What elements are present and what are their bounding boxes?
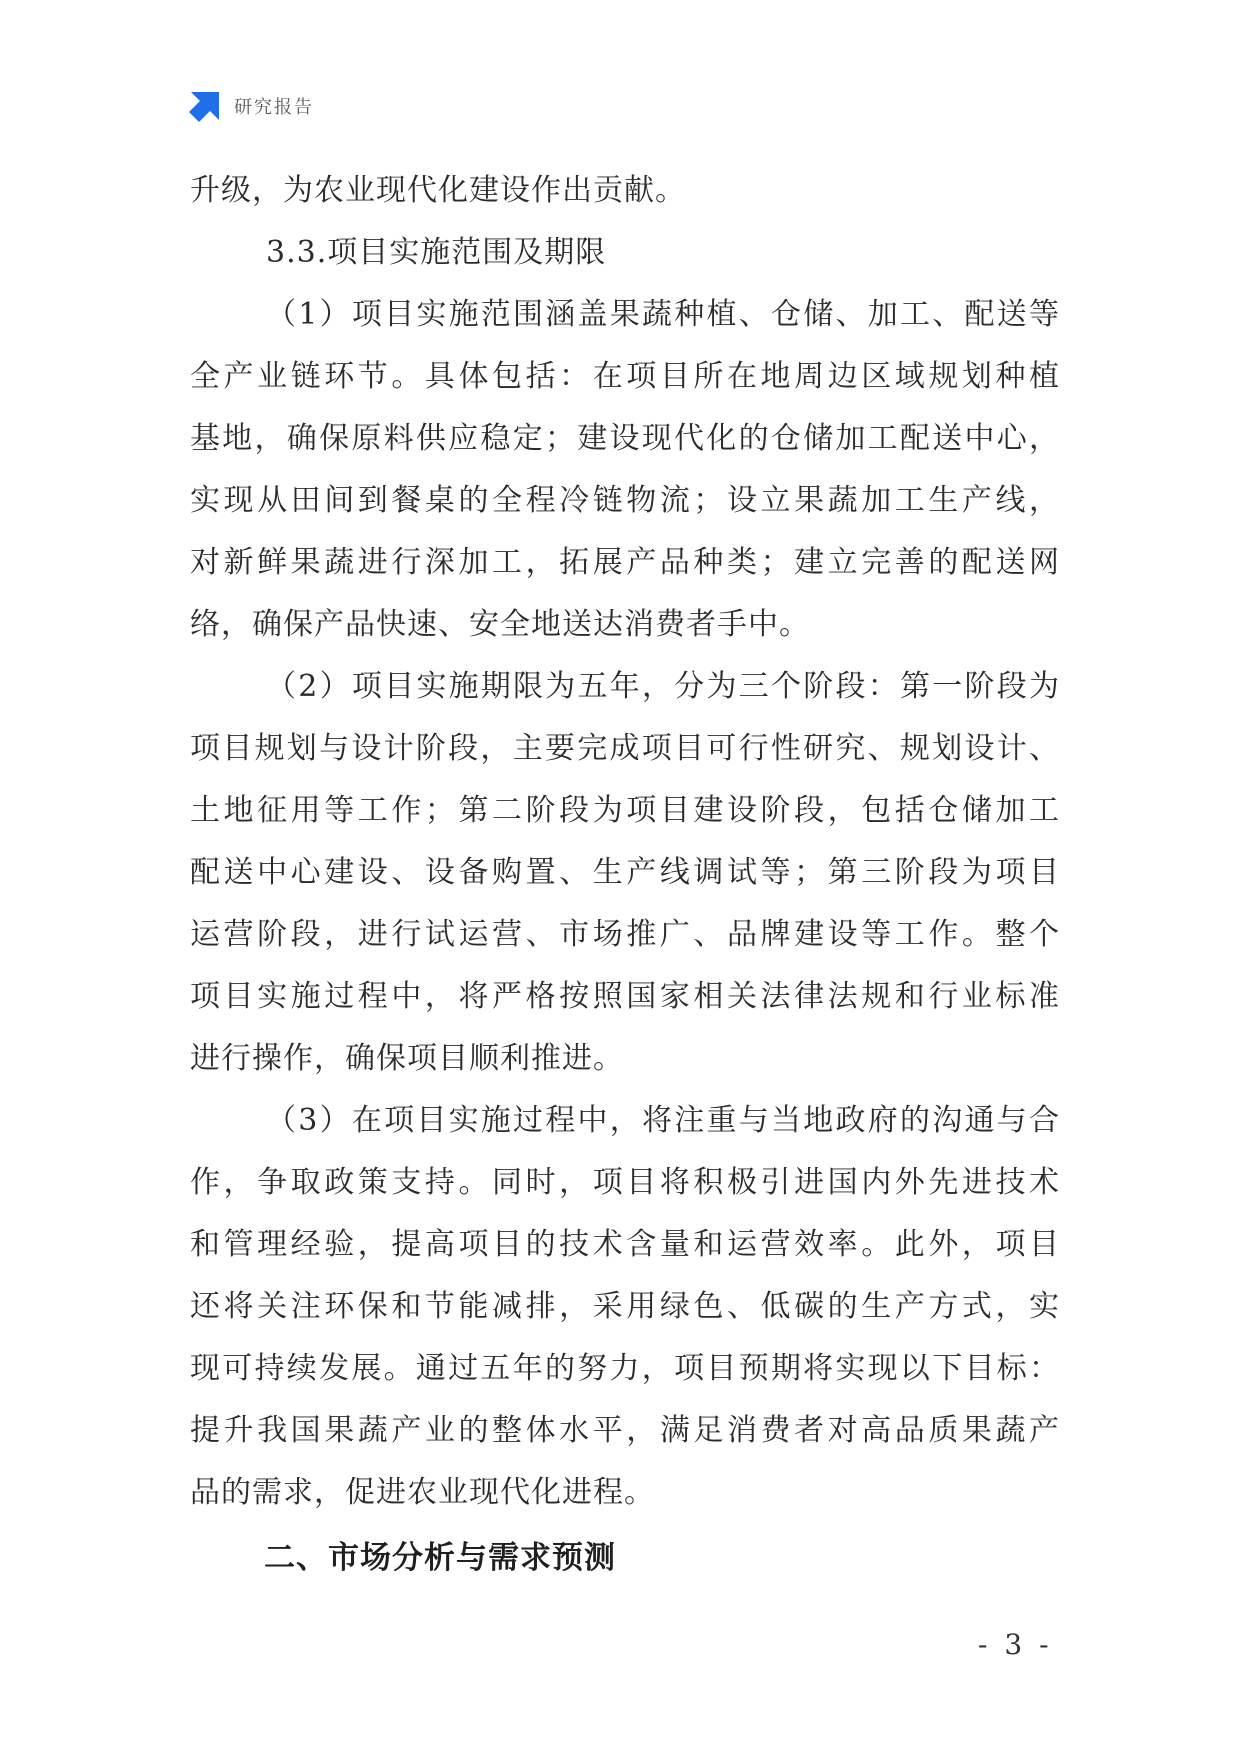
paragraph-line: （3）在项目实施过程中，将注重与当地政府的沟通与合 (266, 1103, 1060, 1138)
paragraph-line: 还将关注环保和节能减排，采用绿色、低碳的生产方式，实 (190, 1289, 1060, 1324)
paragraph-line: 实现从田间到餐桌的全程冷链物流；设立果蔬加工生产线， (190, 483, 1060, 518)
paragraph-2 (190, 656, 1060, 1090)
paragraph-line: 品的需求，促进农业现代化进程。 (190, 1475, 655, 1510)
paragraph-line: （1）项目实施范围涵盖果蔬种植、仓储、加工、配送等 (266, 297, 1060, 332)
document-body (190, 160, 1060, 1592)
paragraph-line: 基地，确保原料供应稳定；建设现代化的仓储加工配送中心， (190, 421, 1060, 456)
paragraph-3 (190, 1090, 1060, 1524)
header-title: 研究报告 (234, 97, 314, 118)
paragraph-line: 和管理经验，提高项目的技术含量和运营效率。此外，项目 (190, 1227, 1060, 1262)
section-heading: 二、市场分析与需求预测 (264, 1540, 616, 1576)
paragraph-line: 进行操作，确保项目顺利推进。 (190, 1041, 624, 1076)
paragraph-line: 配送中心建设、设备购置、生产线调试等；第三阶段为项目 (190, 855, 1060, 890)
paragraph-line: 项目实施过程中，将严格按照国家相关法律法规和行业标准 (190, 979, 1060, 1014)
subheading: 3.3.项目实施范围及期限 (266, 235, 607, 270)
page-header (188, 88, 314, 124)
paragraph-line: 作，争取政策支持。同时，项目将积极引进国内外先进技术 (190, 1165, 1060, 1200)
paragraph-line: 运营阶段，进行试运营、市场推广、品牌建设等工作。整个 (190, 917, 1060, 952)
paragraph-line: 土地征用等工作；第二阶段为项目建设阶段，包括仓储加工 (190, 793, 1060, 828)
paragraph-line: （2）项目实施期限为五年，分为三个阶段：第一阶段为 (266, 669, 1060, 704)
paragraph-line: 现可持续发展。通过五年的努力，项目预期将实现以下目标： (190, 1351, 1060, 1386)
paragraph-1 (190, 284, 1060, 656)
paragraph-line: 全产业链环节。具体包括：在项目所在地周边区域规划种植 (190, 359, 1060, 394)
arrow-up-right-icon (188, 89, 222, 123)
paragraph-line: 络，确保产品快速、安全地送达消费者手中。 (190, 607, 810, 642)
paragraph-line: 对新鲜果蔬进行深加工，拓展产品种类；建立完善的配送网 (190, 545, 1060, 580)
paragraph-line: 提升我国果蔬产业的整体水平，满足消费者对高品质果蔬产 (190, 1413, 1060, 1448)
paragraph-line: 项目规划与设计阶段，主要完成项目可行性研究、规划设计、 (190, 731, 1060, 766)
page-number: - 3 - (978, 1628, 1053, 1661)
intro-line: 升级，为农业现代化建设作出贡献。 (190, 173, 686, 208)
